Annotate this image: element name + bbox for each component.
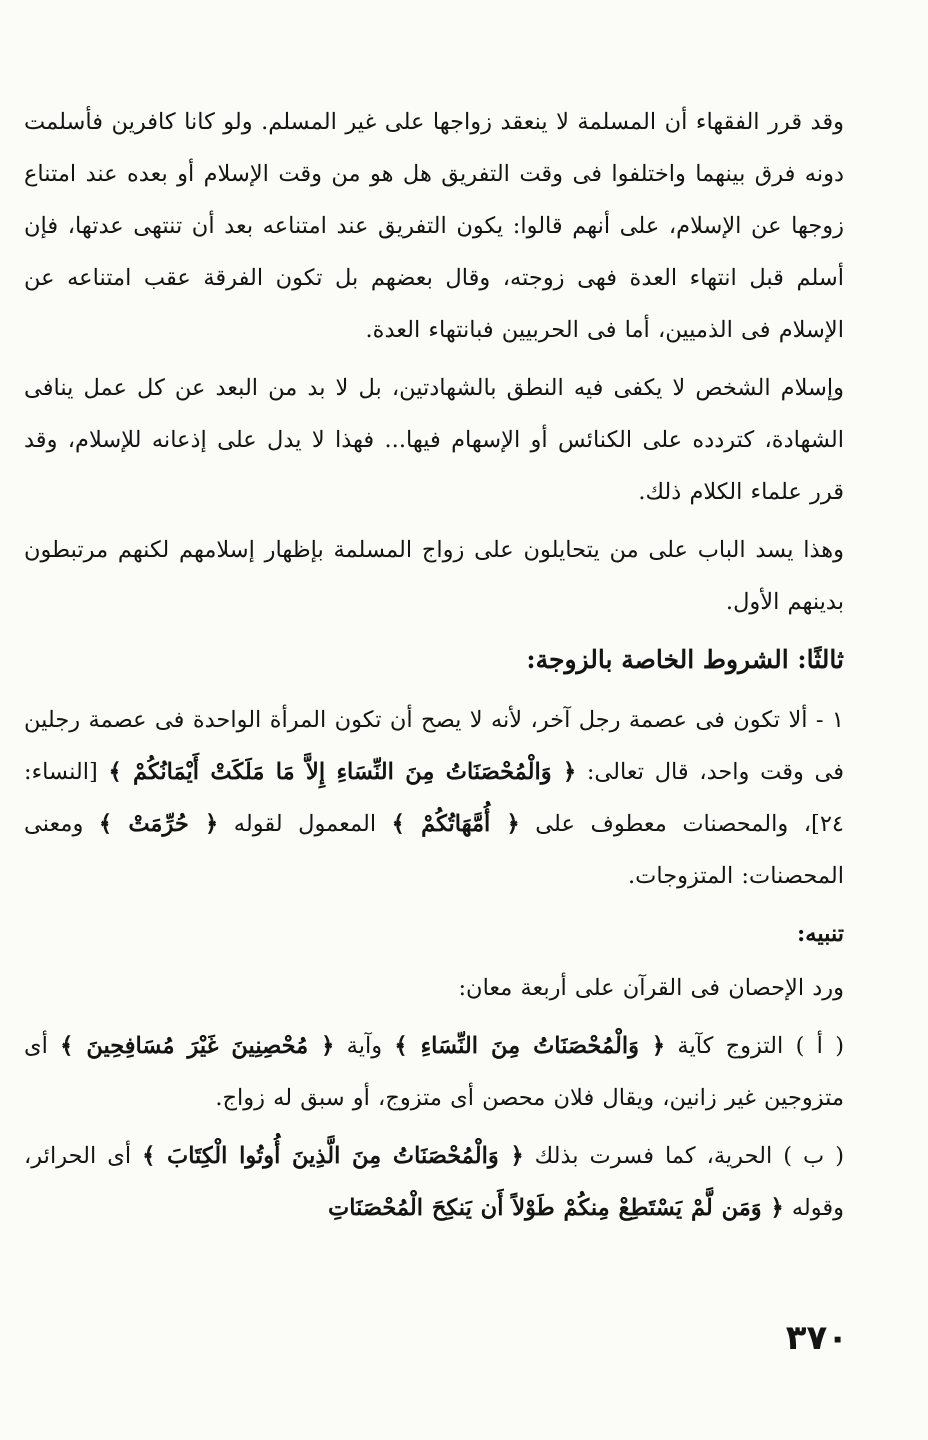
item-b-quran-1: ﴿ وَالْمُحْصَنَاتُ مِنَ الَّذِينَ أُوتُوا الْكِتَابَ ﴾ bbox=[142, 1143, 524, 1169]
paragraph-3: وهذا يسد الباب على من يتحايلون على زواج المسلمة بإظهار إسلامهم لكنهم مرتبطون بدينهم الأول. bbox=[24, 537, 844, 615]
item-1-quran-1: ﴿ وَالْمُحْصَنَاتُ مِنَ النِّسَاءِ إِلاَّ مَا مَلَكَتْ أَيْمَانُكُمْ ﴾ bbox=[108, 759, 577, 785]
item-1-text-3: المعمول لقوله bbox=[218, 811, 392, 837]
item-a-text-1: ( أ ) التزوج كآية bbox=[665, 1033, 844, 1059]
page-body bbox=[24, 96, 844, 1240]
page-number: ٣٧٠ bbox=[785, 1318, 848, 1358]
paragraph-2: وإسلام الشخص لا يكفى فيه النطق بالشهادتين، بل لا بد من البعد عن كل عمل ينافى الشهادة، كتردده على الكنائس أو الإسهام فيها... فهذا لا يدل على إذعانه للإسلام، وقد قرر علماء الكلام ذلك. bbox=[24, 375, 844, 505]
note-intro: ورد الإحصان فى القرآن على أربعة معان: bbox=[458, 975, 844, 1001]
item-b-quran-2: ﴿ وَمَن لَّمْ يَسْتَطِعْ مِنكُمْ طَوْلاً أَن يَنكِحَ الْمُحْصَنَاتِ bbox=[328, 1195, 784, 1221]
item-b-text-2: أى الحرائر، وقوله bbox=[24, 1143, 844, 1221]
item-1-text-1: ١ - ألا تكون فى عصمة رجل آخر، لأنه لا يصح أن تكون المرأة الواحدة فى عصمة رجلين فى وقت واحد، قال تعالى: bbox=[24, 707, 845, 785]
section-heading: ثالثًا: الشروط الخاصة بالزوجة: bbox=[526, 645, 844, 674]
item-1-text-2: [النساء: ٢٤]، والمحصنات معطوف على bbox=[24, 759, 844, 837]
item-b-paragraph bbox=[24, 1130, 844, 1234]
item-a-quran-1: ﴿ وَالْمُحْصَنَاتُ مِنَ النِّسَاءِ ﴾ bbox=[394, 1033, 666, 1059]
item-1-text-4: ومعنى المحصنات: المتزوجات. bbox=[24, 811, 844, 889]
item-b-text-1: ( ب ) الحرية، كما فسرت بذلك bbox=[523, 1143, 845, 1169]
item-a-text-2: وآية bbox=[334, 1033, 395, 1059]
item-1-quran-3: ﴿ حُرِّمَتْ ﴾ bbox=[98, 811, 219, 837]
paragraph-1: وقد قرر الفقهاء أن المسلمة لا ينعقد زواجها على غير المسلم. ولو كانا كافرين فأسلمت دونه فرق بينهما واختلفوا فى وقت التفريق هل هو من وقت الإسلام أو بعده عند امتناع زوجها عن الإسلام، على أنهم قالوا: يكون التفريق عند امتناعه بعد أن تنتهى عدتها، فإن أسلم قبل انتهاء العدة فهى زوجته، وقال بعضهم بل تكون الفرقة عقب امتناعه عن الإسلام فى الذميين، أما فى الحربيين فبانتهاء العدة. bbox=[24, 109, 844, 343]
note-heading: تنبيه: bbox=[797, 921, 844, 947]
item-1-paragraph bbox=[24, 694, 844, 902]
item-a-quran-2: ﴿ مُحْصِنِينَ غَيْرَ مُسَافِحِينَ ﴾ bbox=[60, 1033, 335, 1059]
item-a-text-3: أى متزوجين غير زانين، ويقال فلان محصن أى متزوج، أو سبق له زواج. bbox=[24, 1033, 844, 1111]
item-a-paragraph bbox=[24, 1020, 844, 1124]
item-1-quran-2: ﴿ أُمَّهَاتُكُمْ ﴾ bbox=[391, 811, 520, 837]
